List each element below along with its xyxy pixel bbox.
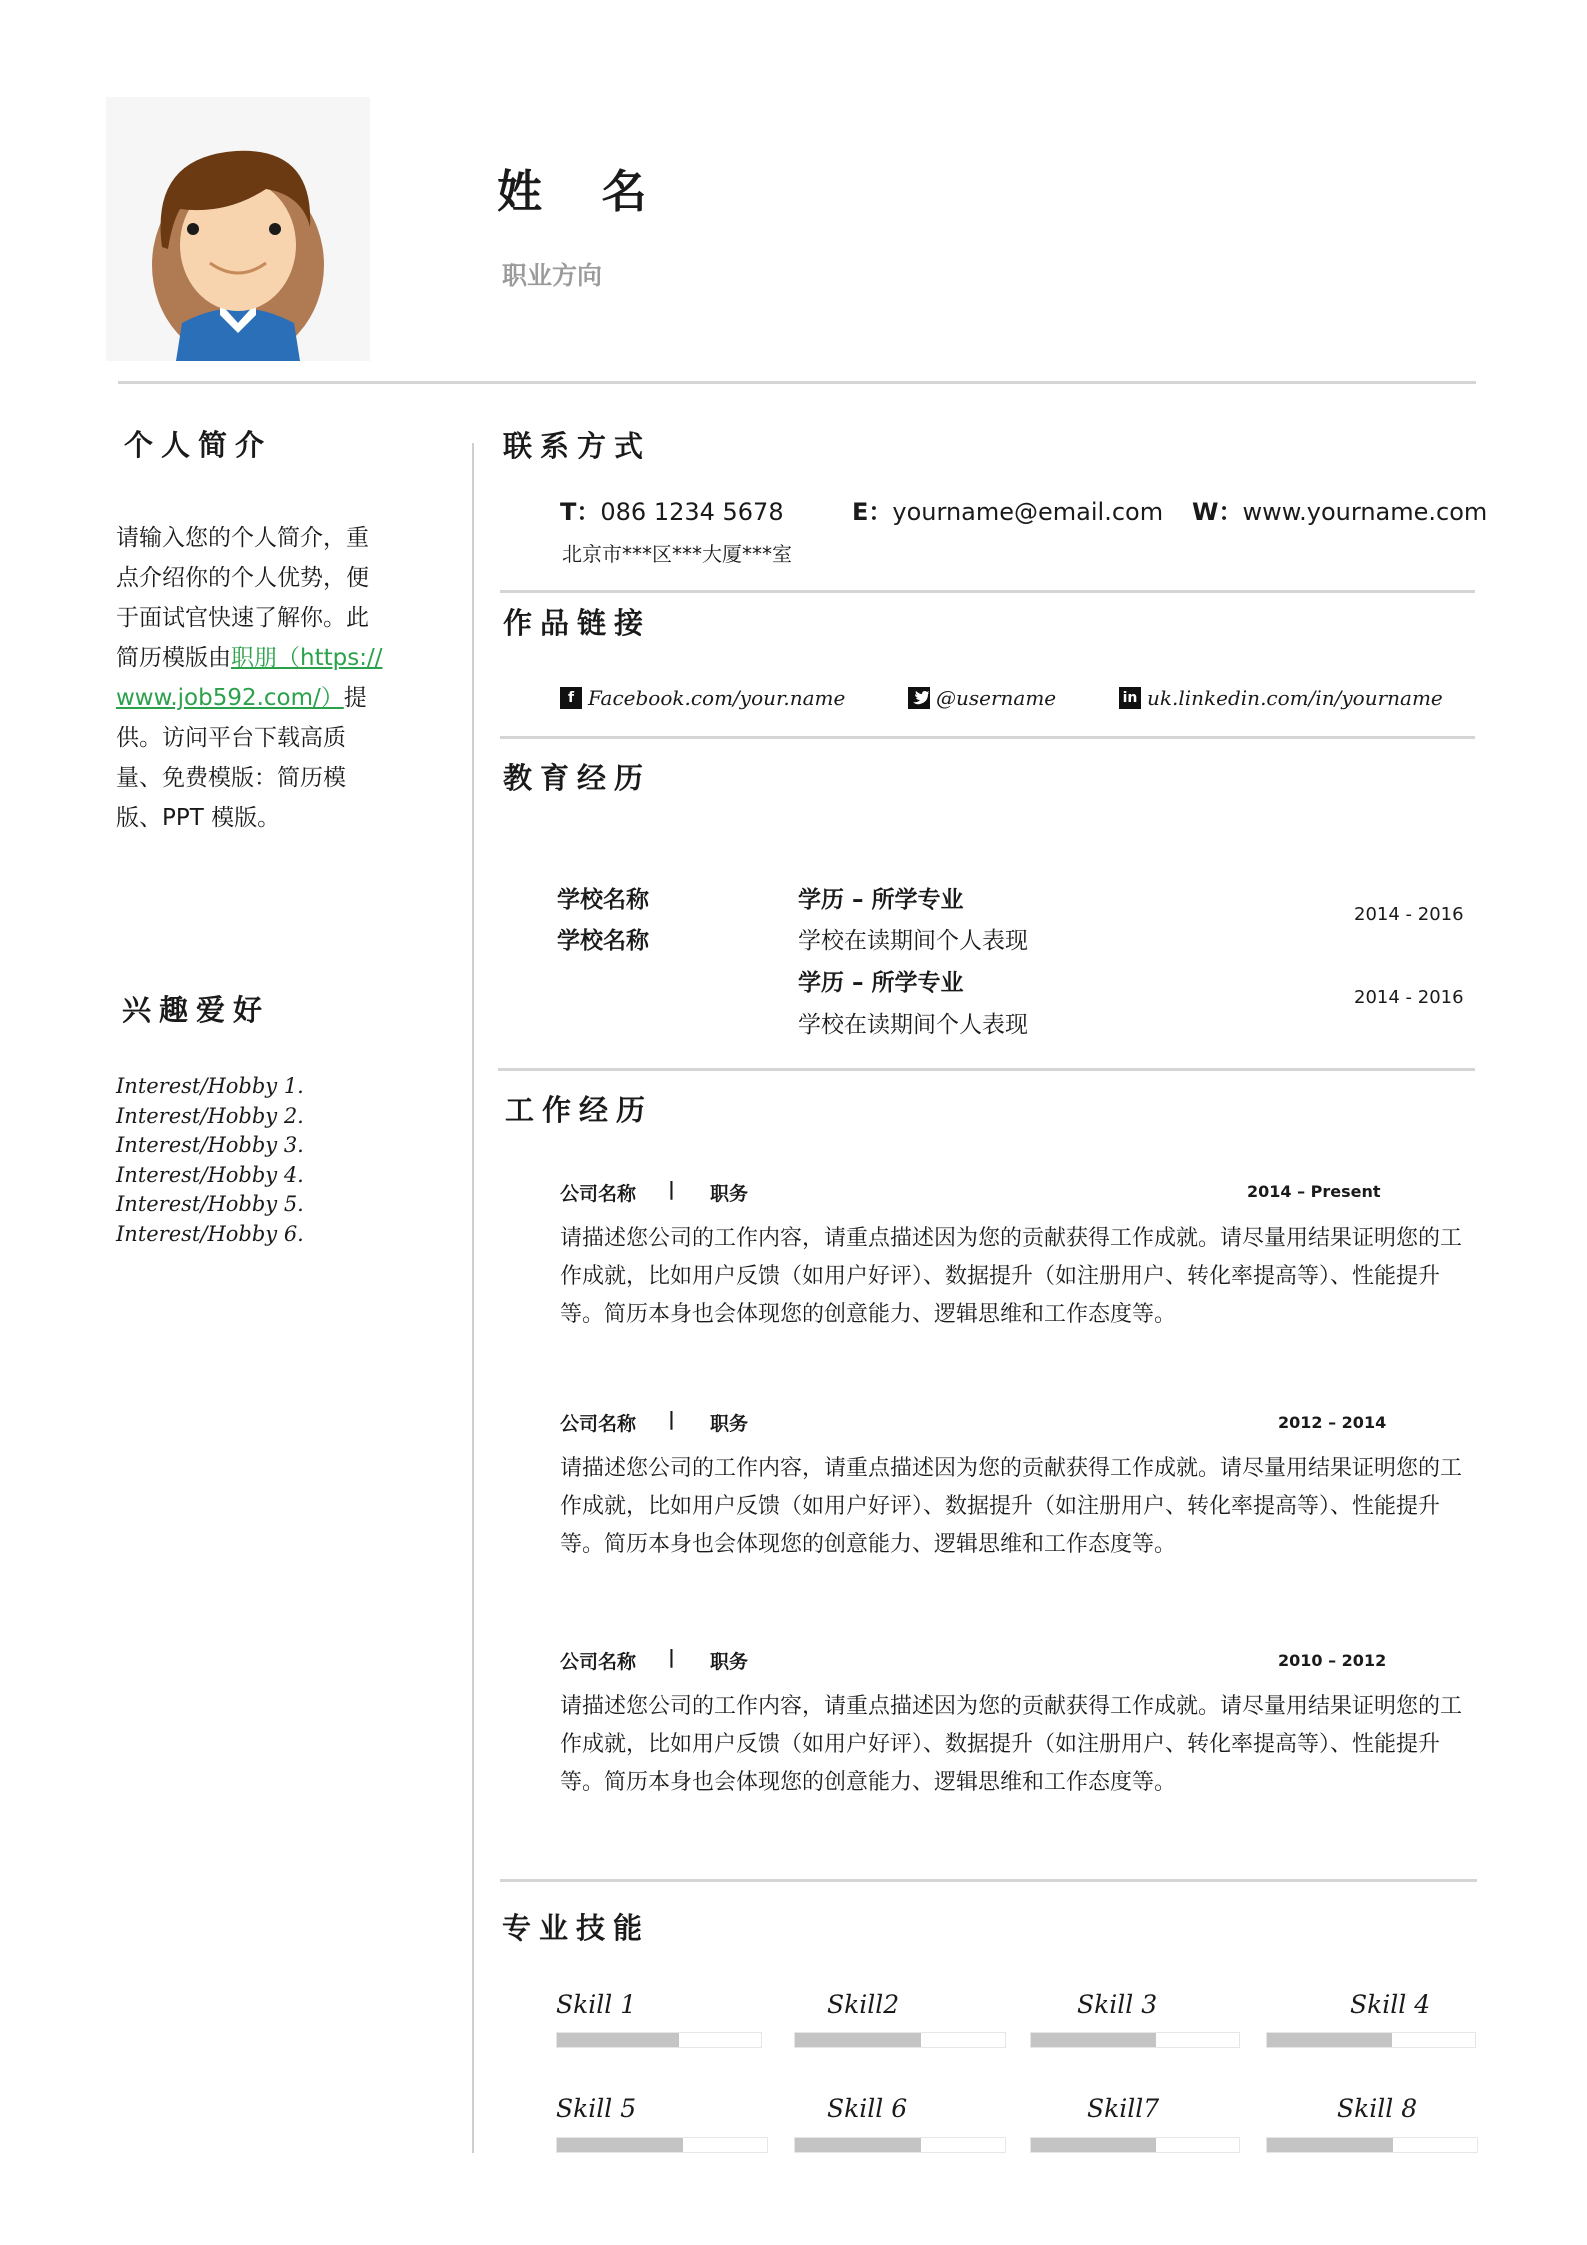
job-description: 请描述您公司的工作内容，请重点描述因为您的贡献获得工作成就。请尽量用结果证明您的工作成就，比如用户反馈（如用户好评）、数据提升（如注册用户、转化率提高等）、性能提升等。简历本身也会体现您的创意能力、逻辑思维和工作态度等。 (560, 1226, 1463, 1327)
edu-desc: 学校在读期间个人表现 (798, 928, 1028, 954)
hobby-item: Interest/Hobby 6. (116, 1221, 304, 1246)
email-value[interactable]: yourname@email.com (892, 498, 1164, 526)
skill-bar (556, 2137, 768, 2153)
linkedin-text: uk.linkedin.com/in/yourname (1147, 686, 1443, 710)
skill-fill (557, 2033, 679, 2047)
skill-label: Skill 4 (1350, 1990, 1431, 2019)
edu-school: 学校名称 (557, 928, 649, 954)
job-position: 职务 (710, 1183, 749, 1205)
intro-title: 个人简介 (124, 428, 273, 462)
links-title: 作品链接 (503, 606, 652, 640)
skill-bar (1030, 2137, 1240, 2153)
contact-web (1192, 492, 1487, 527)
skill-fill (557, 2138, 683, 2152)
work-title: 工作经历 (505, 1093, 654, 1127)
avatar (106, 97, 370, 361)
job-date: 2014 – Present (1247, 1182, 1381, 1201)
skill-fill (1267, 2033, 1392, 2047)
phone-label: T： (560, 498, 601, 526)
contact-phone (560, 492, 784, 527)
column-divider (472, 443, 474, 2153)
edu-date: 2014 - 2016 (1354, 904, 1464, 925)
skill-fill (795, 2033, 921, 2047)
edu-degree: 学历 – 所学专业 (798, 970, 964, 996)
skill-bar (556, 2032, 762, 2048)
skill-label: Skill 1 (556, 1990, 637, 2019)
avatar-illustration (106, 97, 370, 361)
job592-link[interactable]: 职朋（https://www.job592.com/） (116, 645, 383, 711)
contact-email (852, 492, 1163, 527)
work-divider (500, 1879, 1477, 1882)
links-divider (500, 736, 1475, 739)
skill-label: Skill 3 (1077, 1990, 1158, 2019)
skill-bar (1266, 2137, 1478, 2153)
twitter-link[interactable] (908, 686, 1056, 710)
career-direction: 职业方向 (502, 261, 603, 290)
job-company: 公司名称 (560, 1413, 637, 1435)
phone-value: 086 1234 5678 (600, 498, 784, 526)
contact-title: 联系方式 (503, 429, 652, 463)
job-separator: | (668, 1646, 675, 1668)
job-date: 2012 – 2014 (1278, 1413, 1387, 1432)
job-date: 2010 – 2012 (1278, 1651, 1387, 1670)
job-company: 公司名称 (560, 1183, 637, 1205)
web-label: W： (1192, 498, 1243, 526)
job-separator: | (668, 1178, 675, 1200)
job-separator: | (668, 1408, 675, 1430)
skill-label: Skill 6 (827, 2094, 908, 2123)
edu-date: 2014 - 2016 (1354, 987, 1464, 1008)
skills-title: 专业技能 (502, 1911, 651, 1945)
job-position: 职务 (710, 1413, 749, 1435)
skill-bar (1030, 2032, 1240, 2048)
job-description: 请描述您公司的工作内容，请重点描述因为您的贡献获得工作成就。请尽量用结果证明您的工作成就，比如用户反馈（如用户好评）、数据提升（如注册用户、转化率提高等）、性能提升等。简历本身也会体现您的创意能力、逻辑思维和工作态度等。 (560, 1456, 1463, 1557)
edu-desc: 学校在读期间个人表现 (798, 1012, 1028, 1038)
web-value[interactable]: www.yourname.com (1242, 498, 1488, 526)
contact-address: 北京市***区***大厦***室 (562, 542, 792, 566)
contact-divider (500, 590, 1475, 593)
facebook-link[interactable] (560, 686, 845, 710)
header-divider (118, 381, 1476, 384)
skill-bar (1266, 2032, 1476, 2048)
hobby-item: Interest/Hobby 2. (116, 1103, 304, 1128)
education-title: 教育经历 (503, 761, 652, 795)
hobby-item: Interest/Hobby 3. (116, 1133, 304, 1157)
job-company: 公司名称 (560, 1651, 637, 1673)
twitter-text: @username (936, 686, 1057, 710)
skill-fill (1031, 2033, 1156, 2047)
linkedin-icon: in (1119, 687, 1141, 709)
hobby-item: Interest/Hobby 1. (116, 1074, 304, 1098)
skill-label: Skill2 (827, 1990, 900, 2019)
skill-label: Skill7 (1087, 2094, 1160, 2123)
skill-fill (1267, 2138, 1393, 2152)
skill-bar (794, 2032, 1006, 2048)
skill-bar (794, 2137, 1006, 2153)
education-divider (498, 1068, 1475, 1071)
twitter-icon (908, 687, 930, 709)
candidate-name: 姓 名 (497, 165, 669, 218)
hobby-list (116, 1072, 304, 1249)
edu-degree: 学历 – 所学专业 (798, 887, 964, 913)
hobbies-title: 兴趣爱好 (122, 993, 271, 1027)
intro-text (116, 518, 388, 838)
intro-text-before: 请输入您的个人简介，重点介绍你的个人优势，便于面试官快速了解你。此简历模版由 (116, 525, 369, 671)
skill-label: Skill 8 (1337, 2094, 1418, 2123)
edu-school: 学校名称 (557, 887, 649, 913)
job-description: 请描述您公司的工作内容，请重点描述因为您的贡献获得工作成就。请尽量用结果证明您的工作成就，比如用户反馈（如用户好评）、数据提升（如注册用户、转化率提高等）、性能提升等。简历本身也会体现您的创意能力、逻辑思维和工作态度等。 (560, 1694, 1463, 1795)
email-label: E： (852, 498, 893, 526)
skill-fill (1031, 2138, 1156, 2152)
skill-fill (795, 2138, 921, 2152)
facebook-icon: f (560, 687, 582, 709)
intro-text-after: 提供。访问平台下载高质量、免费模版：简历模版、PPT 模版。 (116, 685, 367, 831)
skill-label: Skill 5 (556, 2094, 637, 2123)
hobby-item: Interest/Hobby 4. (116, 1162, 304, 1187)
job-position: 职务 (710, 1651, 749, 1673)
hobby-item: Interest/Hobby 5. (116, 1192, 304, 1216)
linkedin-link[interactable] (1119, 686, 1443, 710)
facebook-text: Facebook.com/your.name (588, 686, 846, 710)
